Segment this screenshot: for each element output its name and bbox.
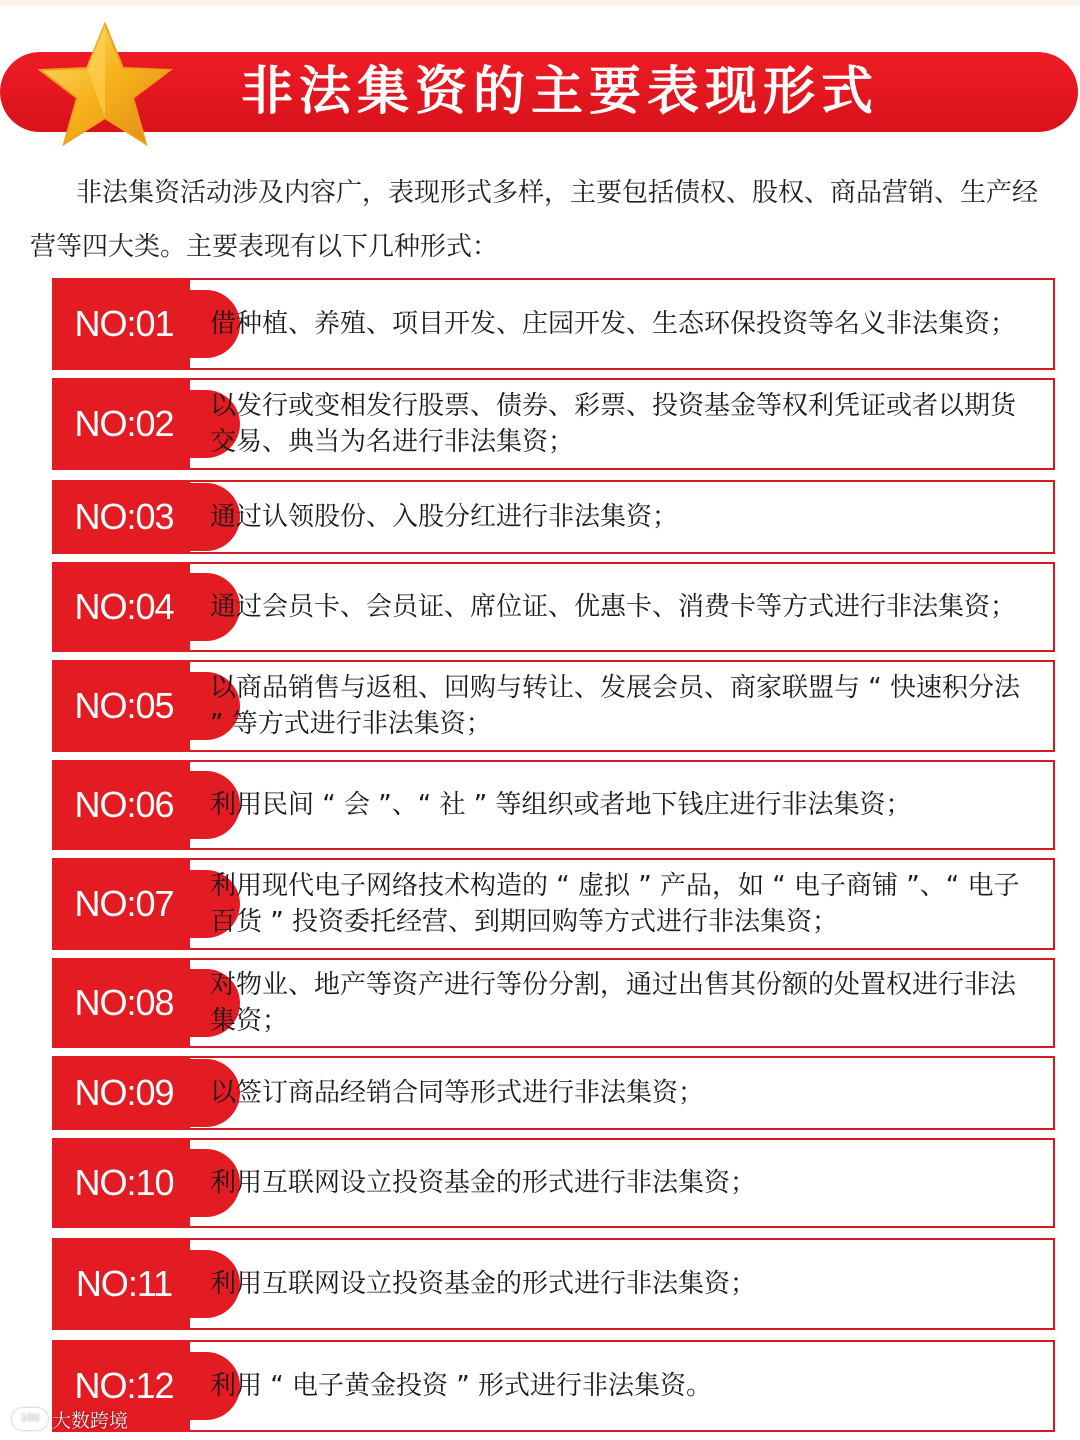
list-item [52, 1138, 1055, 1228]
item-number: NO:06 [74, 784, 174, 825]
list-item [52, 480, 1055, 554]
item-number: NO:02 [74, 403, 174, 444]
list-item [52, 278, 1055, 370]
item-text: 通过认领股份、入股分红进行非法集资； [210, 502, 679, 532]
list-item [52, 660, 1055, 752]
list-item [52, 858, 1055, 950]
list-item [52, 1238, 1055, 1330]
item-text: 以商品销售与返租、回购与转让、发展会员、商家联盟与 “ 快速积分法 ” 等方式进行非法集资； [210, 673, 1020, 739]
item-text: 利用互联网设立投资基金的形式进行非法集资； [210, 1269, 757, 1299]
item-number: NO:10 [74, 1162, 174, 1203]
list-item [52, 1056, 1055, 1130]
item-text: 以签订商品经销合同等形式进行非法集资； [210, 1078, 705, 1108]
top-strip [0, 0, 1080, 6]
item-text: 利用 “ 电子黄金投资 ” 形式进行非法集资。 [210, 1371, 712, 1401]
list-item [52, 1340, 1055, 1432]
item-number: NO:04 [74, 586, 174, 627]
item-text: 以发行或变相发行股票、债券、彩票、投资基金等权利凭证或者以期货交易、典当为名进行非法集资； [210, 391, 1017, 457]
list-item [52, 760, 1055, 850]
list-item [52, 378, 1055, 470]
item-number: NO:11 [75, 1263, 173, 1304]
intro-paragraph: 非法集资活动涉及内容广，表现形式多样，主要包括债权、股权、商品营销、生产经营等四大类。主要表现有以下几种形式： [30, 178, 1039, 262]
watermark [12, 1404, 128, 1434]
item-number: NO:08 [74, 982, 174, 1023]
item-number: NO:07 [74, 883, 174, 924]
page-title: 非法集资的主要表现形式 [240, 62, 879, 122]
item-number: NO:12 [74, 1365, 174, 1406]
list-item [52, 562, 1055, 652]
item-text: 利用互联网设立投资基金的形式进行非法集资； [210, 1168, 757, 1198]
item-number: NO:03 [74, 496, 174, 537]
watermark-text: 大数跨境 [52, 1409, 129, 1432]
item-text: 对物业、地产等资产进行等份分割，通过出售其份额的处置权进行非法集资； [210, 970, 1017, 1036]
item-text: 利用民间 “ 会 ”、“ 社 ” 等组织或者地下钱庄进行非法集资； [210, 790, 912, 820]
item-number: NO:05 [74, 685, 174, 726]
watermark-logo: 100 [12, 1408, 48, 1430]
list-item [52, 958, 1055, 1048]
item-text: 通过会员卡、会员证、席位证、优惠卡、消费卡等方式进行非法集资； [210, 592, 1017, 622]
item-text: 利用现代电子网络技术构造的 “ 虚拟 ” 产品，如 “ 电子商铺 ”、“ 电子百货 ” 投资委托经营、到期回购等方式进行非法集资； [210, 871, 1020, 937]
item-number: NO:09 [74, 1072, 174, 1113]
star-icon [30, 20, 180, 150]
item-number: NO:01 [74, 303, 174, 344]
item-text: 借种植、养殖、项目开发、庄园开发、生态环保投资等名义非法集资； [210, 309, 1017, 339]
